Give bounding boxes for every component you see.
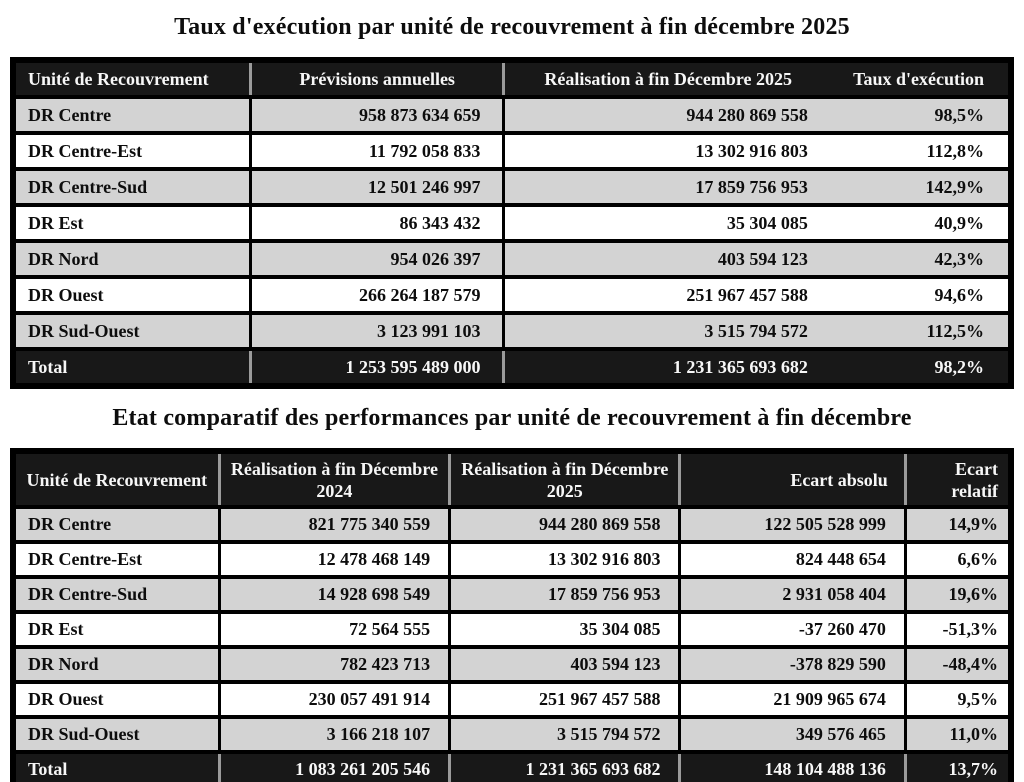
t2-total-ecart-relatif: 13,7% xyxy=(905,752,1011,782)
table2-title: Etat comparatif des performances par unité de recouvrement à fin décembre xyxy=(112,405,912,431)
t1-total-taux: 98,2% xyxy=(831,349,1011,386)
t2-cell-unit: DR Ouest xyxy=(13,682,219,717)
comparative-performance-table xyxy=(10,448,1014,782)
t1-cell-realisation: 35 304 085 xyxy=(504,205,831,241)
t2-cell-ecart-absolu: -37 260 470 xyxy=(680,612,905,647)
table-row xyxy=(13,277,1011,313)
t1-cell-unit: DR Nord xyxy=(13,241,250,277)
t2-cell-real-2025: 251 967 457 588 xyxy=(450,682,680,717)
t1-cell-taux: 98,5% xyxy=(831,97,1011,133)
t1-header-taux: Taux d'exécution xyxy=(831,60,1011,97)
t2-cell-ecart-relatif: 9,5% xyxy=(905,682,1011,717)
t2-cell-ecart-relatif: 11,0% xyxy=(905,717,1011,752)
t1-cell-unit: DR Ouest xyxy=(13,277,250,313)
t2-total-row xyxy=(13,752,1011,782)
t1-cell-prevision: 12 501 246 997 xyxy=(250,169,504,205)
t1-cell-taux: 142,9% xyxy=(831,169,1011,205)
t1-cell-realisation: 17 859 756 953 xyxy=(504,169,831,205)
t2-cell-real-2025: 403 594 123 xyxy=(450,647,680,682)
t2-cell-ecart-relatif: 19,6% xyxy=(905,577,1011,612)
t2-cell-real-2024: 14 928 698 549 xyxy=(219,577,449,612)
t2-cell-unit: DR Centre-Est xyxy=(13,542,219,577)
table-row xyxy=(13,313,1011,349)
t2-cell-real-2024: 12 478 468 149 xyxy=(219,542,449,577)
t1-header-previsions: Prévisions annuelles xyxy=(250,60,504,97)
t2-cell-ecart-absolu: 824 448 654 xyxy=(680,542,905,577)
t1-cell-taux: 42,3% xyxy=(831,241,1011,277)
table-row xyxy=(13,647,1011,682)
t2-cell-real-2024: 230 057 491 914 xyxy=(219,682,449,717)
t2-cell-ecart-absolu: 2 931 058 404 xyxy=(680,577,905,612)
t2-cell-ecart-absolu: 122 505 528 999 xyxy=(680,507,905,542)
table-row xyxy=(13,542,1011,577)
t2-cell-real-2024: 821 775 340 559 xyxy=(219,507,449,542)
table-row xyxy=(13,133,1011,169)
t2-cell-real-2025: 13 302 916 803 xyxy=(450,542,680,577)
table-row xyxy=(13,241,1011,277)
table-row xyxy=(13,682,1011,717)
table-row xyxy=(13,97,1011,133)
t1-cell-taux: 112,8% xyxy=(831,133,1011,169)
t2-cell-real-2024: 3 166 218 107 xyxy=(219,717,449,752)
t1-cell-taux: 94,6% xyxy=(831,277,1011,313)
t2-cell-unit: DR Nord xyxy=(13,647,219,682)
t2-cell-real-2024: 72 564 555 xyxy=(219,612,449,647)
t2-cell-ecart-absolu: 21 909 965 674 xyxy=(680,682,905,717)
t2-header-realisation-2024: Réalisation à fin Décembre 2024 xyxy=(219,451,449,507)
t2-cell-real-2025: 3 515 794 572 xyxy=(450,717,680,752)
t2-header-row xyxy=(13,451,1011,507)
t2-cell-ecart-absolu: 349 576 465 xyxy=(680,717,905,752)
t1-header-row xyxy=(13,60,1011,97)
t1-cell-unit: DR Centre-Sud xyxy=(13,169,250,205)
execution-rate-table xyxy=(10,57,1014,389)
t1-cell-prevision: 86 343 432 xyxy=(250,205,504,241)
t2-cell-real-2025: 17 859 756 953 xyxy=(450,577,680,612)
t2-cell-ecart-relatif: -48,4% xyxy=(905,647,1011,682)
t2-header-realisation-2025: Réalisation à fin Décembre 2025 xyxy=(450,451,680,507)
t2-cell-unit: DR Centre xyxy=(13,507,219,542)
t1-cell-realisation: 251 967 457 588 xyxy=(504,277,831,313)
t1-header-realisation-2025: Réalisation à fin Décembre 2025 xyxy=(504,60,831,97)
t1-total-prevision: 1 253 595 489 000 xyxy=(250,349,504,386)
report-page xyxy=(0,10,1024,782)
t1-cell-realisation: 13 302 916 803 xyxy=(504,133,831,169)
t2-cell-ecart-relatif: 14,9% xyxy=(905,507,1011,542)
t2-total-real-2024: 1 083 261 205 546 xyxy=(219,752,449,782)
t1-cell-unit: DR Centre-Est xyxy=(13,133,250,169)
t2-cell-unit: DR Centre-Sud xyxy=(13,577,219,612)
t2-cell-ecart-relatif: 6,6% xyxy=(905,542,1011,577)
t1-cell-prevision: 954 026 397 xyxy=(250,241,504,277)
t2-total-ecart-absolu: 148 104 488 136 xyxy=(680,752,905,782)
t2-cell-ecart-relatif: -51,3% xyxy=(905,612,1011,647)
table-row xyxy=(13,577,1011,612)
table-row xyxy=(13,507,1011,542)
t1-cell-realisation: 403 594 123 xyxy=(504,241,831,277)
t1-header-unit: Unité de Recouvrement xyxy=(13,60,250,97)
t2-total-label: Total xyxy=(13,752,219,782)
t1-cell-taux: 112,5% xyxy=(831,313,1011,349)
t1-cell-unit: DR Centre xyxy=(13,97,250,133)
t1-cell-prevision: 266 264 187 579 xyxy=(250,277,504,313)
t1-cell-unit: DR Est xyxy=(13,205,250,241)
table-row xyxy=(13,169,1011,205)
t1-cell-taux: 40,9% xyxy=(831,205,1011,241)
t1-total-label: Total xyxy=(13,349,250,386)
t1-cell-prevision: 3 123 991 103 xyxy=(250,313,504,349)
t1-cell-prevision: 11 792 058 833 xyxy=(250,133,504,169)
t2-cell-ecart-absolu: -378 829 590 xyxy=(680,647,905,682)
table-row xyxy=(13,612,1011,647)
t2-cell-real-2024: 782 423 713 xyxy=(219,647,449,682)
t2-header-ecart-relatif: Ecart relatif xyxy=(905,451,1011,507)
t1-total-row xyxy=(13,349,1011,386)
t1-total-realisation: 1 231 365 693 682 xyxy=(504,349,831,386)
table-row xyxy=(13,717,1011,752)
t2-cell-real-2025: 35 304 085 xyxy=(450,612,680,647)
t1-cell-realisation: 944 280 869 558 xyxy=(504,97,831,133)
t1-cell-unit: DR Sud-Ouest xyxy=(13,313,250,349)
t2-header-ecart-absolu: Ecart absolu xyxy=(680,451,905,507)
t1-cell-prevision: 958 873 634 659 xyxy=(250,97,504,133)
t2-cell-unit: DR Sud-Ouest xyxy=(13,717,219,752)
t2-cell-unit: DR Est xyxy=(13,612,219,647)
table-row xyxy=(13,205,1011,241)
table1-title: Taux d'exécution par unité de recouvrement à fin décembre 2025 xyxy=(174,14,850,40)
t1-cell-realisation: 3 515 794 572 xyxy=(504,313,831,349)
t2-total-real-2025: 1 231 365 693 682 xyxy=(450,752,680,782)
t2-header-unit: Unité de Recouvrement xyxy=(13,451,219,507)
t2-cell-real-2025: 944 280 869 558 xyxy=(450,507,680,542)
